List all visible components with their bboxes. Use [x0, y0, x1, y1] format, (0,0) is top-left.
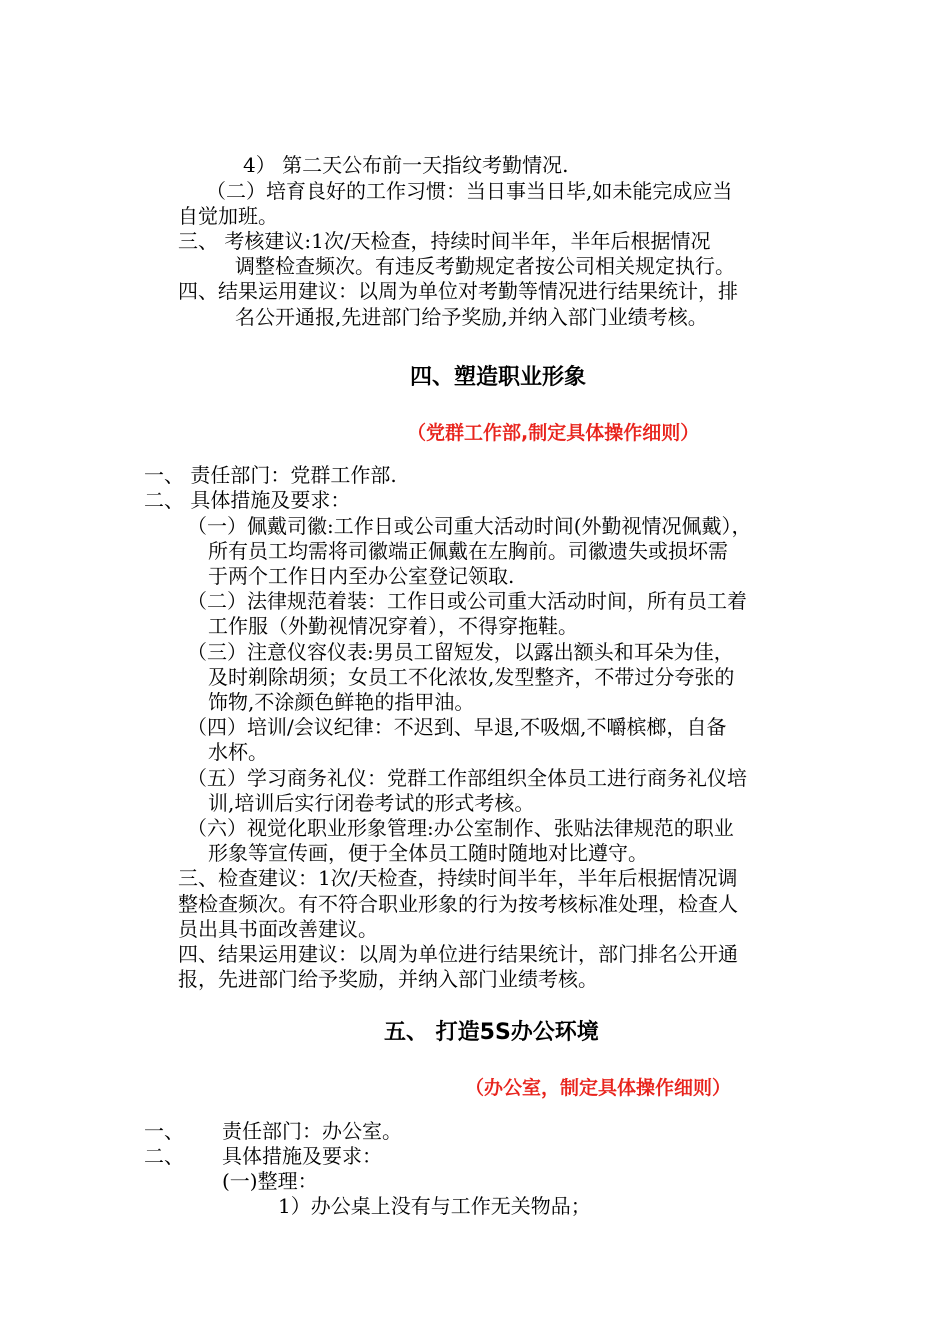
sort-heading: (一)整理： [222, 1169, 318, 1193]
measure-visual: （六）视觉化职业形象管理:办公室制作、张贴法律规范的职业 [187, 816, 734, 840]
measure-visual-cont: 形象等宣传画，便于全体员工随时随地对比遵守。 [208, 841, 648, 865]
measure-dress-cont: 工作服（外勤视情况穿着），不得穿拖鞋。 [208, 614, 578, 638]
measure-badge: （一）佩戴司徽:工作日或公司重大活动时间(外勤视情况佩戴）， [187, 514, 752, 538]
section-5-heading: 五、 打造5S办公环境 [384, 1020, 599, 1045]
measure-appearance-cont-1: 及时剃除胡须；女员工不化浓妆,发型整齐，不带过分夸张的 [208, 665, 735, 689]
work-habit-line: （二）培育良好的工作习惯：当日事当日毕,如未能完成应当 [206, 179, 733, 203]
measure-badge-cont-2: 于两个工作日内至办公室登记领取. [208, 564, 515, 588]
attendance-item-4: 4） 第二天公布前一天指纹考勤情况. [243, 153, 569, 177]
measure-etiquette-cont: 训,培训后实行闭卷考试的形式考核。 [208, 791, 535, 815]
result-usage-suggestion: 四、结果运用建议：以周为单位对考勤等情况进行结果统计，排 [178, 279, 738, 303]
measure-discipline-cont: 水杯。 [208, 740, 268, 764]
assessment-suggestion-cont: 调整检查频次。有违反考勤规定者按公司相关规定执行。 [235, 254, 735, 278]
result-usage-4: 四、结果运用建议：以周为单位进行结果统计，部门排名公开通 [178, 942, 738, 966]
assessment-suggestion: 三、 考核建议:1次/天检查，持续时间半年，半年后根据情况 [178, 229, 711, 253]
section-4-heading: 四、塑造职业形象 [410, 365, 587, 390]
measure-appearance-cont-2: 饰物,不涂颜色鲜艳的指甲油。 [208, 690, 475, 714]
measure-etiquette: （五）学习商务礼仪：党群工作部组织全体员工进行商务礼仪培 [187, 766, 747, 790]
result-usage-4-cont: 报，先进部门给予奖励，并纳入部门业绩考核。 [178, 967, 598, 991]
section-5-responsible-dept: 责任部门：办公室。 [222, 1119, 402, 1143]
measure-badge-cont-1: 所有员工均需将司徽端正佩戴在左胸前。司徽遗失或损坏需 [208, 539, 728, 563]
responsible-dept: 一、 责任部门：党群工作部. [144, 463, 397, 487]
measure-discipline: （四）培训/会议纪律：不迟到、早退,不吸烟,不嚼槟榔，自备 [187, 715, 727, 739]
inspection-suggestion: 三、检查建议：1次/天检查，持续时间半年，半年后根据情况调 [178, 866, 738, 890]
inspection-suggestion-cont-2: 员出具书面改善建议。 [178, 917, 378, 941]
inspection-suggestion-cont-1: 整检查频次。有不符合职业形象的行为按考核标准处理，检查人 [178, 892, 738, 916]
work-habit-line-cont: 自觉加班。 [178, 204, 278, 228]
sort-item-1: 1）办公桌上没有与工作无关物品； [278, 1194, 591, 1218]
measure-appearance: （三）注意仪容仪表:男员工留短发，以露出额头和耳朵为佳， [187, 640, 734, 664]
section-5-measures-heading: 具体措施及要求： [222, 1144, 382, 1168]
measures-heading: 二、 具体措施及要求： [144, 488, 351, 512]
measure-dress: （二）法律规范着装：工作日或公司重大活动时间，所有员工着 [187, 589, 747, 613]
result-usage-suggestion-cont: 名公开通报,先进部门给予奖励,并纳入部门业绩考核。 [235, 305, 708, 329]
section-4-responsible-note: （党群工作部,制定具体操作细则） [407, 422, 700, 444]
section-5-item-2-number: 二、 [144, 1144, 184, 1168]
section-5-responsible-note: （办公室，制定具体操作细则） [465, 1077, 732, 1099]
section-5-item-1-number: 一、 [144, 1119, 184, 1143]
